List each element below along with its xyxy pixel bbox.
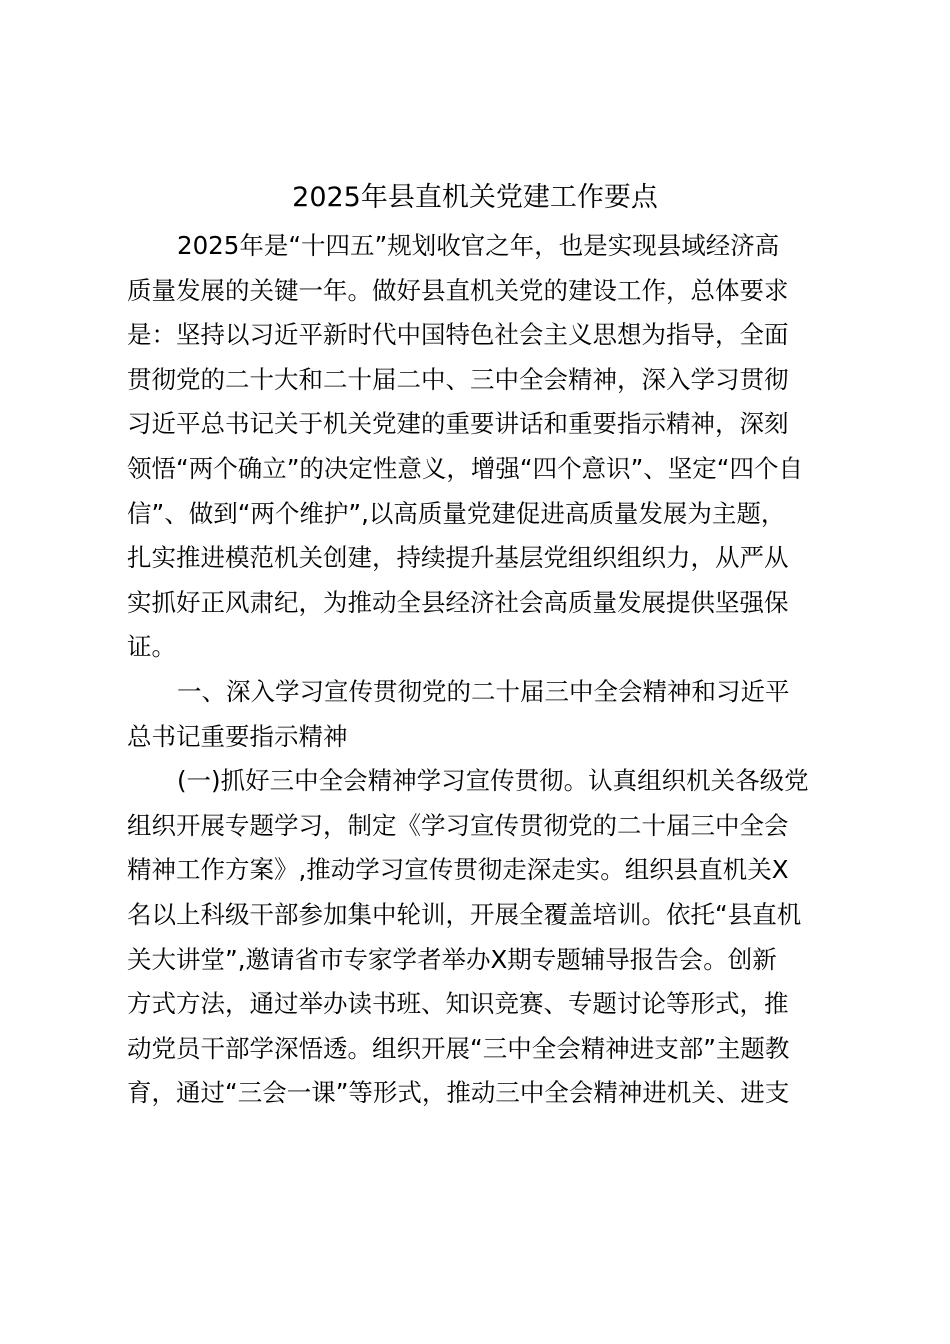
paragraph-line: 名以上科级干部参加集中轮训，开展全覆盖培训。依托“县直机 — [127, 899, 802, 929]
paragraph-line: 2025年是“十四五”规划收官之年，也是实现县域经济高 — [177, 231, 780, 260]
paragraph-line: 育，通过“三会一课”等形式，推动三中全会精神进机关、进支 — [127, 1078, 790, 1108]
section-heading-line: 一、深入学习宣传贯彻党的二十届三中全会精神和习近平 — [177, 676, 790, 706]
paragraph-line: 方式方法，通过举办读书班、知识竞赛、专题讨论等形式，推 — [127, 989, 789, 1019]
paragraph-line: 质量发展的关键一年。做好县直机关党的建设工作，总体要求 — [127, 275, 789, 305]
paragraph-line: 是：坚持以习近平新时代中国特色社会主义思想为指导，全面 — [127, 320, 789, 350]
paragraph-line: 扎实推进模范机关创建，持续提升基层党组织组织力，从严从 — [127, 543, 789, 573]
paragraph-line: 习近平总书记关于机关党建的重要讲话和重要指示精神，深刻 — [127, 409, 789, 439]
paragraph-line: 证。 — [127, 632, 176, 662]
paragraph-line: 领悟“两个确立”的决定性意义，增强“四个意识”、坚定“四个自 — [127, 453, 803, 483]
section-heading-line: 总书记重要指示精神 — [127, 721, 348, 751]
paragraph-line: 信”、做到“两个维护”,以高质量党建促进高质量发展为主题， — [127, 498, 786, 528]
paragraph-line: (一)抓好三中全会精神学习宣传贯彻。认真组织机关各级党 — [177, 766, 809, 796]
document-body — [127, 224, 833, 1116]
paragraph-line: 关大讲堂”,邀请省市专家学者举办X期专题辅导报告会。创新 — [127, 944, 777, 974]
paragraph-line: 实抓好正风肃纪，为推动全县经济社会高质量发展提供坚强保 — [127, 587, 789, 617]
paragraph-line: 精神工作方案》,推动学习宣传贯彻走深走实。组织县直机关X — [127, 855, 789, 885]
paragraph-line: 贯彻党的二十大和二十届二中、三中全会精神，深入学习贯彻 — [127, 364, 789, 394]
paragraph-line: 组织开展专题学习，制定《学习宣传贯彻党的二十届三中全会 — [127, 810, 789, 840]
paragraph-line: 动党员干部学深悟透。组织开展“三中全会精神进支部”主题教 — [127, 1033, 790, 1063]
document-title: 2025年县直机关党建工作要点 — [292, 182, 658, 213]
